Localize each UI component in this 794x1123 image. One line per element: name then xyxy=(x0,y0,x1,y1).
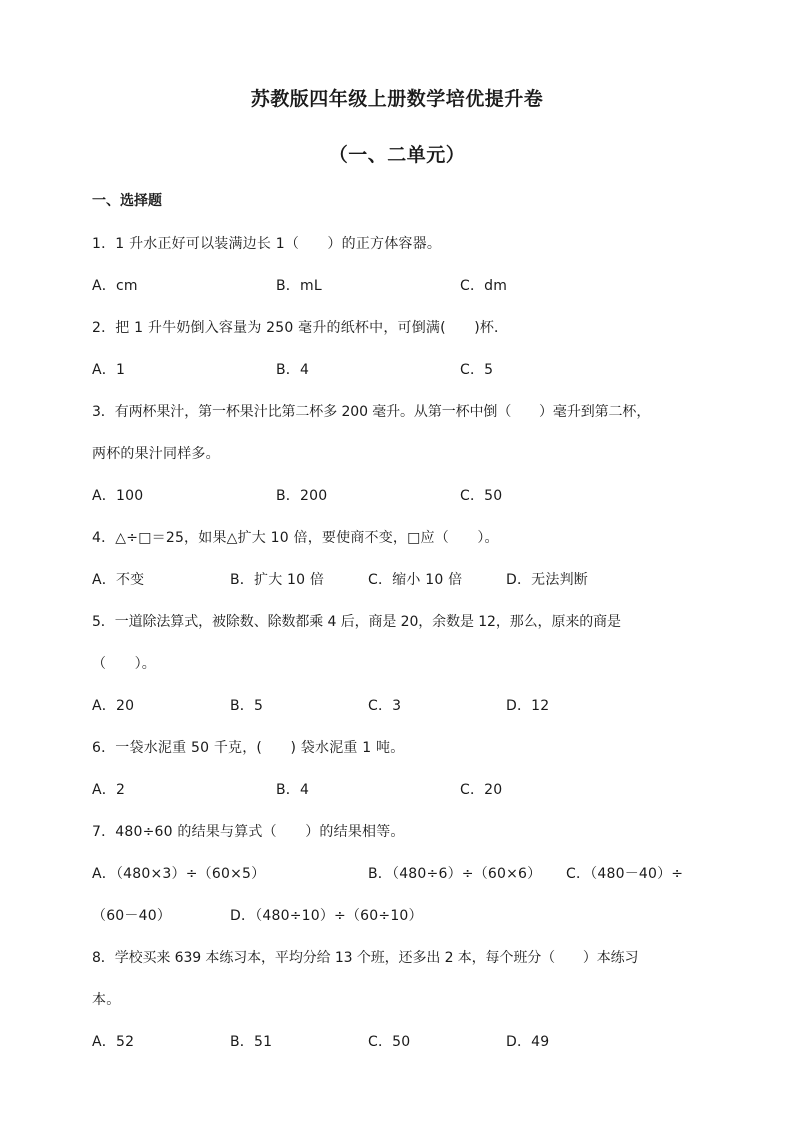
option-a: A．1 xyxy=(92,362,126,378)
option-b: B．mL xyxy=(276,278,322,294)
option-c: C．5 xyxy=(460,362,494,378)
option-b: B．51 xyxy=(230,1034,273,1050)
option-c: C．50 xyxy=(460,488,503,504)
question-5-continued: （ ）。 xyxy=(92,656,156,672)
option-a: A．（480×3）÷（60×5） xyxy=(92,866,266,882)
option-b: B．200 xyxy=(276,488,328,504)
question-6: 6．一袋水泥重 50 千克，( ) 袋水泥重 1 吨。 xyxy=(92,740,405,756)
option-d: D．49 xyxy=(506,1034,550,1050)
option-a: A．20 xyxy=(92,698,135,714)
option-b: B．4 xyxy=(276,782,310,798)
option-a: A．100 xyxy=(92,488,144,504)
question-7: 7．480÷60 的结果与算式（ ）的结果相等。 xyxy=(92,824,405,840)
option-d: D．无法判断 xyxy=(506,572,588,588)
option-a: A．不变 xyxy=(92,572,145,588)
document-subtitle: （一、二单元） xyxy=(328,144,466,166)
option-b: B．5 xyxy=(230,698,264,714)
option-c: C．（480－40）÷ xyxy=(566,866,684,882)
option-c: C．20 xyxy=(460,782,503,798)
document-title: 苏教版四年级上册数学培优提升卷 xyxy=(250,88,544,110)
option-c: C．50 xyxy=(368,1034,411,1050)
option-c: C．缩小 10 倍 xyxy=(368,572,463,588)
option-c: C．3 xyxy=(368,698,402,714)
question-8: 8．学校买来 639 本练习本，平均分给 13 个班，还多出 2 本，每个班分（ ）本练习 xyxy=(92,950,639,966)
option-b: B．4 xyxy=(276,362,310,378)
question-4: 4．△÷□＝25，如果△扩大 10 倍，要使商不变，□应（ ）。 xyxy=(92,530,499,546)
question-8-continued: 本。 xyxy=(92,992,121,1008)
option-b: B．扩大 10 倍 xyxy=(230,572,325,588)
option-c: C．dm xyxy=(460,278,508,294)
question-1: 1．1 升水正好可以装满边长 1（ ）的正方体容器。 xyxy=(92,236,442,252)
question-3-continued: 两杯的果汁同样多。 xyxy=(92,446,220,462)
option-c-continued: （60－40） xyxy=(92,908,172,924)
option-a: A．2 xyxy=(92,782,126,798)
option-a: A．cm xyxy=(92,278,138,294)
option-a: A．52 xyxy=(92,1034,135,1050)
question-5: 5．一道除法算式，被除数、除数都乘 4 后，商是 20，余数是 12，那么，原来的商是 xyxy=(92,614,621,630)
question-3: 3．有两杯果汁，第一杯果汁比第二杯多 200 毫升。从第一杯中倒（ ）毫升到第二杯， xyxy=(92,404,651,420)
question-2: 2．把 1 升牛奶倒入容量为 250 毫升的纸杯中，可倒满( )杯． xyxy=(92,320,509,336)
section-heading-choice: 一、选择题 xyxy=(92,193,162,209)
option-d: D．12 xyxy=(506,698,550,714)
option-b: B．（480÷6）÷（60×6） xyxy=(368,866,542,882)
option-d: D．（480÷10）÷（60÷10） xyxy=(230,908,423,924)
